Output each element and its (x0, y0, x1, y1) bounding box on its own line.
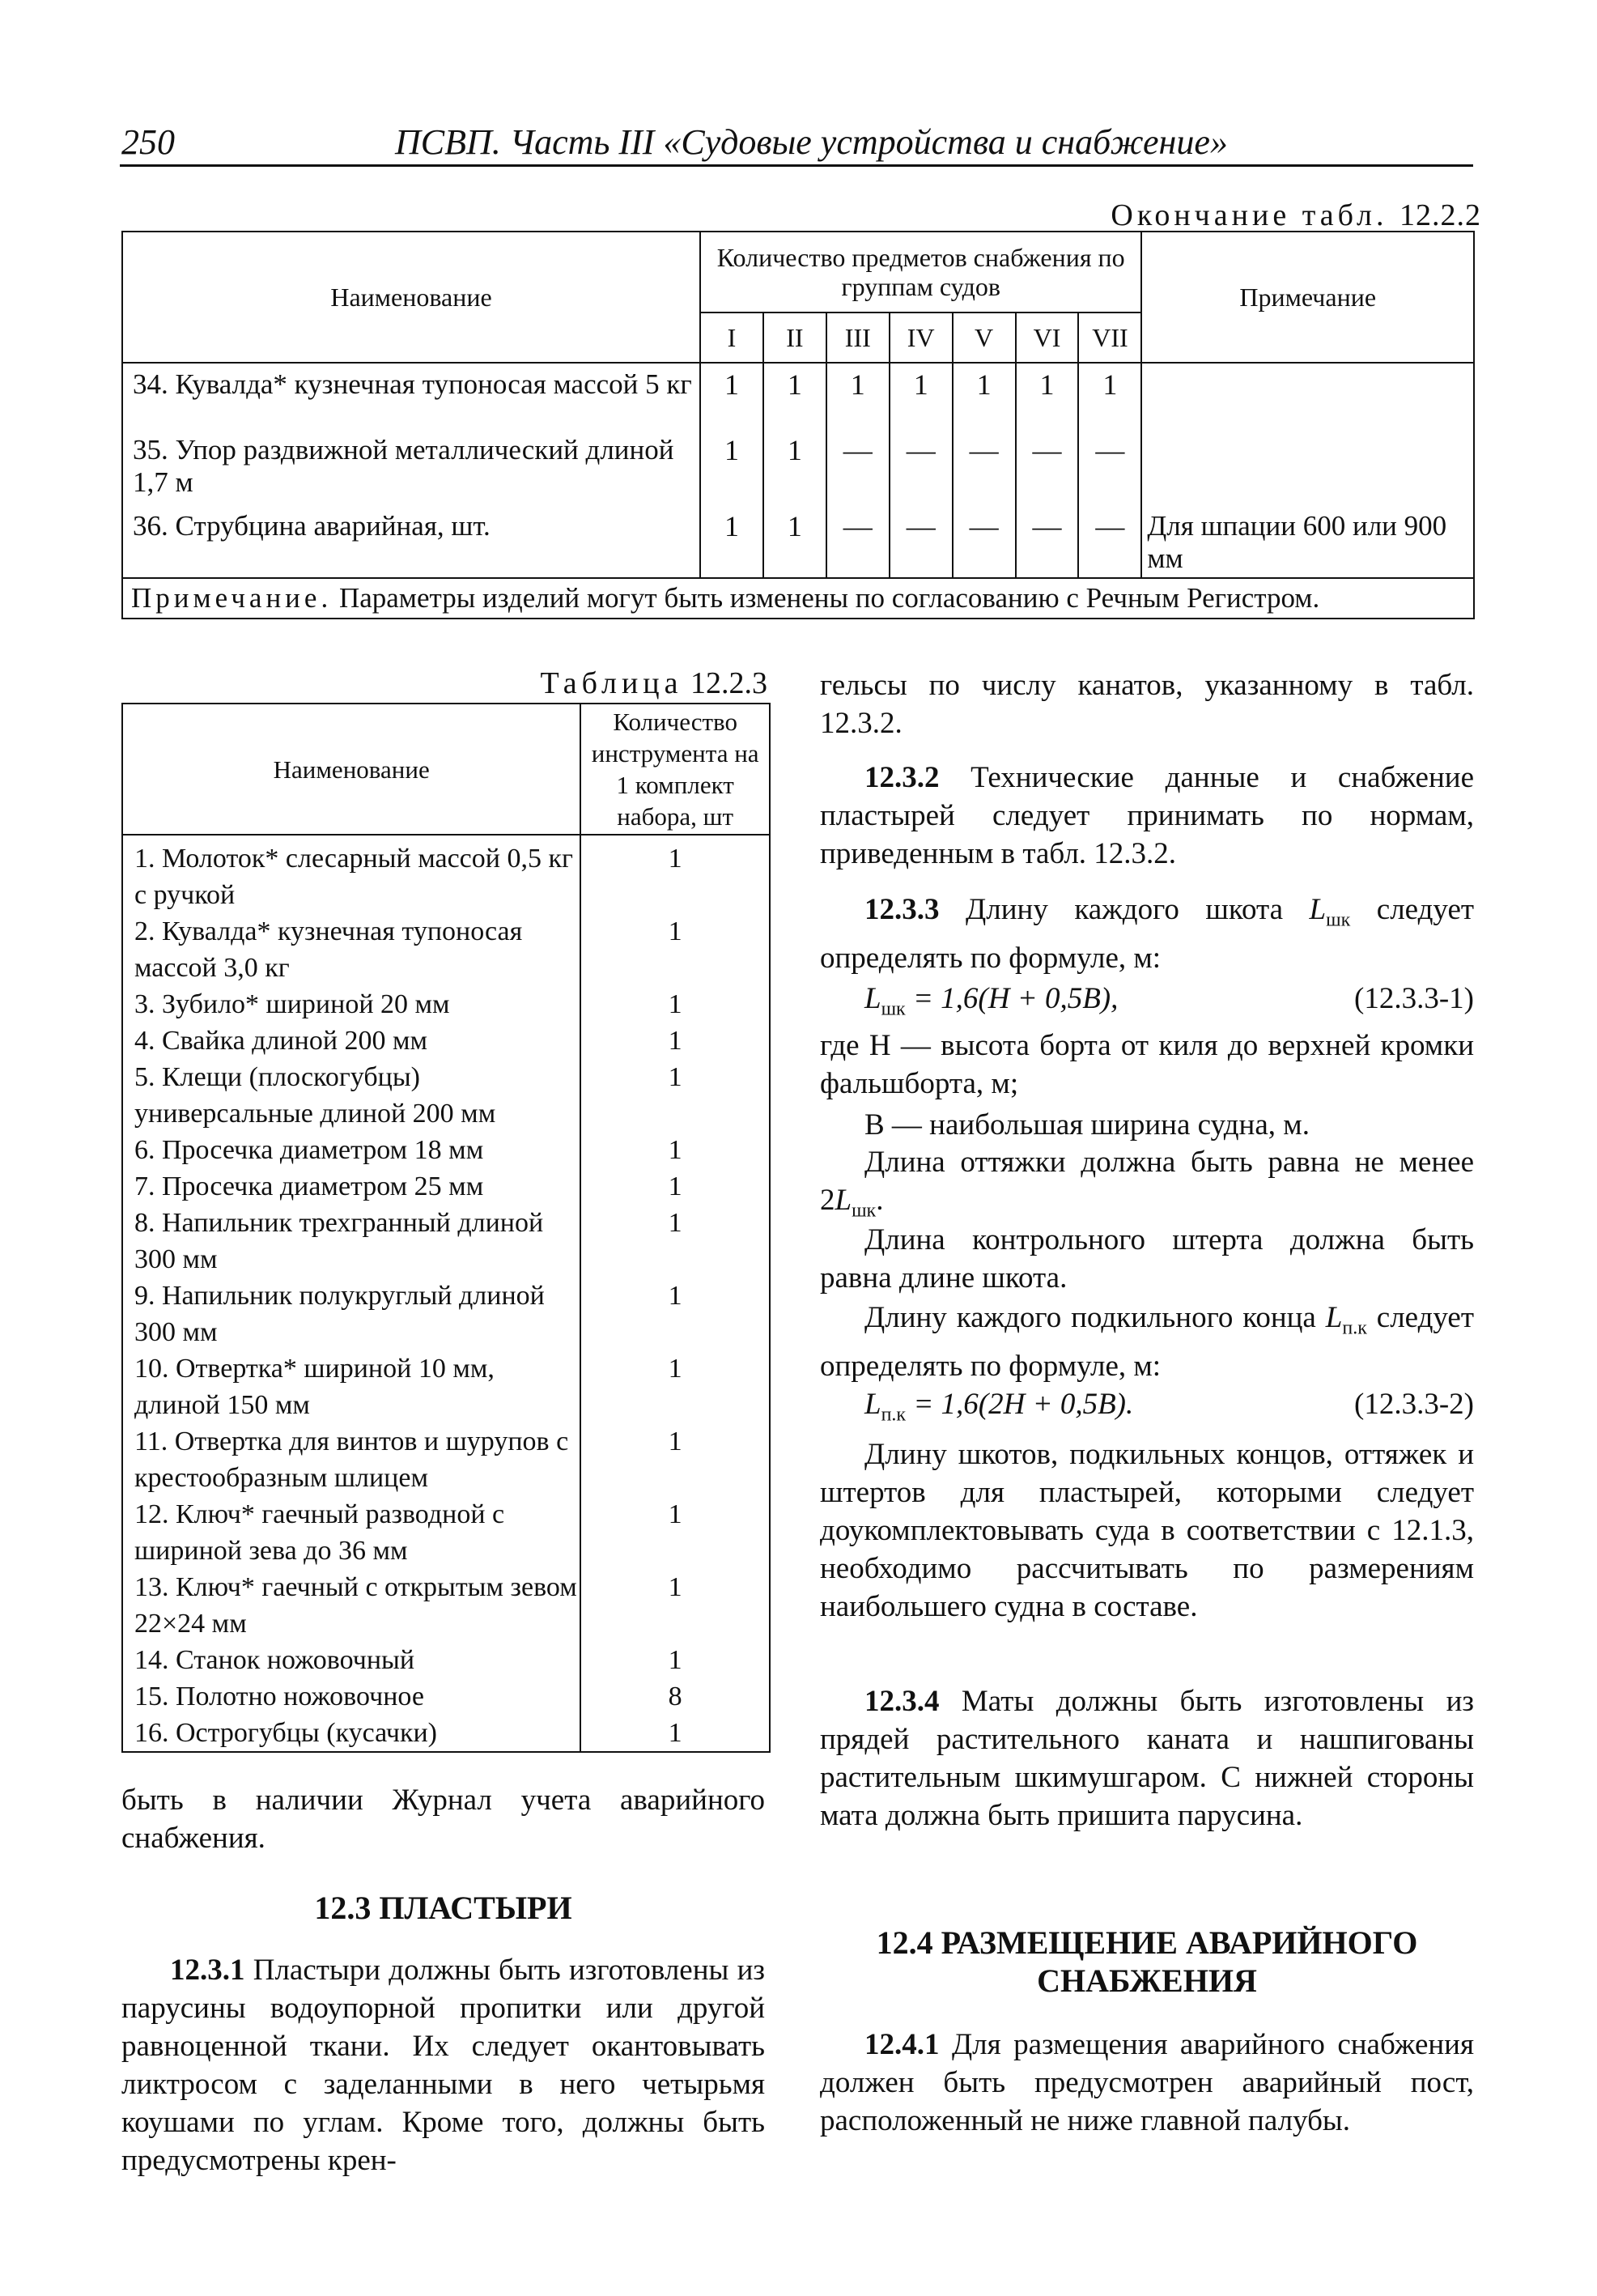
row-qty: 1 (580, 1205, 770, 1278)
table-label-prefix: Таблица (540, 666, 683, 700)
row-value: — (890, 434, 953, 510)
row-value: 1 (890, 363, 953, 434)
header-rule (120, 164, 1473, 167)
group-header: I (700, 313, 763, 363)
table-footnote (122, 578, 1474, 619)
symbol: L (1309, 893, 1327, 926)
paragraph-guy-length (820, 1143, 1474, 1230)
formula-number: (12.3.3-1) (1354, 982, 1474, 1015)
symbol-subscript: шк (852, 1200, 877, 1222)
formula-expression: = 1,6(H + 0,5B), (912, 982, 1119, 1015)
paragraph-text: следует определять по формуле, м: (820, 1301, 1475, 1384)
table-row (122, 1678, 770, 1715)
row-name: 13. Ключ* гаечный с открытым зевом 22×24 мм (122, 1569, 580, 1642)
row-name: 15. Полотно ножовочное (122, 1678, 580, 1715)
footnote-text: Параметры изделий могут быть изменены по согласованию с Речным Регистром. (338, 582, 1320, 614)
row-note: Для шпации 600 или 900 мм (1141, 510, 1474, 578)
table-row (122, 1278, 770, 1350)
formula-number: (12.3.3-2) (1354, 1388, 1474, 1421)
table-label (518, 665, 767, 701)
row-value: — (1078, 434, 1141, 510)
row-value: 1 (763, 510, 826, 578)
paragraph-text: Для размещения аварийного снабжения должен быть предусмотрен аварийный пост, расположенный не ниже главной палубы. (820, 2028, 1474, 2137)
row-value: — (826, 434, 890, 510)
group-header: III (826, 313, 890, 363)
paragraph-text: Длина оттяжки должна быть равна не менее 2 (820, 1146, 1474, 1217)
row-qty: 1 (580, 1569, 770, 1642)
paragraph-12-4-1 (820, 2026, 1474, 2140)
row-value: 1 (700, 363, 763, 434)
left-paragraph-continuation: быть в наличии Журнал учета аварийного снабжения. (121, 1784, 765, 1855)
row-value: — (826, 510, 890, 578)
paragraph-text: Технические данные и снабжение пластырей следует принимать по нормам, приведенным в табл. 12.3.2. (820, 761, 1474, 870)
table-row (122, 1168, 770, 1205)
row-name: 8. Напильник трехгранный длиной 300 мм (122, 1205, 580, 1278)
tools-table (121, 703, 771, 1753)
formula-subscript: шк (881, 998, 906, 1020)
row-note (1141, 363, 1474, 434)
row-name: 9. Напильник полукруглый длиной 300 мм (122, 1278, 580, 1350)
col-header-name: Наименование (122, 704, 580, 835)
table-label-number: 12.2.3 (690, 666, 767, 700)
formula-symbol: L (864, 1388, 881, 1421)
table-row (122, 434, 1474, 510)
table-row (122, 1023, 770, 1059)
row-name: 35. Упор раздвижной металлический длиной 1,7 м (122, 434, 700, 510)
where-b: B — наибольшая ширина судна, м. (864, 1108, 1310, 1142)
footnote-label: Примечание. (131, 582, 333, 614)
row-qty: 1 (580, 1715, 770, 1752)
table-row (122, 1496, 770, 1569)
continuation-number: 12.2.2 (1399, 198, 1481, 232)
running-header-title: ПСВП. Часть III «Судовые устройства и снабжение» (395, 122, 1228, 162)
equipment-table (121, 231, 1475, 619)
row-name: 10. Отвертка* шириной 10 мм, длиной 150 мм (122, 1350, 580, 1423)
row-value: 1 (700, 434, 763, 510)
paragraph-pin-length: Длина контрольного штерта должна быть равна длине шкота. (820, 1223, 1474, 1295)
row-qty: 1 (580, 986, 770, 1023)
paragraph-number: 12.3.2 (864, 761, 940, 794)
row-qty: 1 (580, 835, 770, 913)
paragraph-text: . (876, 1184, 884, 1217)
table-row (122, 510, 1474, 578)
table-row (122, 1350, 770, 1423)
paragraph-number: 12.3.1 (170, 1954, 245, 1987)
row-value: 1 (826, 363, 890, 434)
group-header: VI (1016, 313, 1079, 363)
row-value: — (1078, 510, 1141, 578)
paragraph-keel-length (820, 1299, 1474, 1385)
paragraph-text: Длину каждого подкильного конца (864, 1301, 1316, 1334)
paragraph-text: Пластыри должны быть изготовлены из парусины водоупорной пропитки или другой равноценной ткани. Их следует окантовывать ликтросом с заделанными в него четырьмя коушами по углам. Кроме того, должны быть предусмотрены крен- (121, 1954, 766, 2177)
group-header: IV (890, 313, 953, 363)
row-qty: 8 (580, 1678, 770, 1715)
paragraph-number: 12.3.3 (864, 893, 940, 926)
paragraph-text: Длину каждого шкота (966, 893, 1283, 926)
right-paragraph-continuation: гельсы по числу канатов, указанному в табл. 12.3.2. (820, 669, 1474, 740)
paragraph-text: следует определять по формуле, м: (820, 893, 1475, 976)
row-qty: 1 (580, 1059, 770, 1132)
table-row (122, 1423, 770, 1496)
row-value: 1 (1016, 363, 1079, 434)
group-header: V (953, 313, 1016, 363)
table-row (122, 835, 770, 913)
col-header-qty: Количество инструмента на 1 комплект набора, шт (580, 704, 770, 835)
row-name: 1. Молоток* слесарный массой 0,5 кг с ручкой (122, 835, 580, 913)
row-qty: 1 (580, 1423, 770, 1496)
row-name: 4. Свайка длиной 200 мм (122, 1023, 580, 1059)
row-qty: 1 (580, 1642, 770, 1678)
paragraph-12-3-3 (820, 891, 1474, 977)
paragraph-12-3-1 (121, 1951, 765, 2179)
table-row (122, 913, 770, 986)
row-value: 1 (700, 510, 763, 578)
table-row (122, 1642, 770, 1678)
row-qty: 1 (580, 913, 770, 986)
row-value: — (953, 434, 1016, 510)
row-name: 5. Клещи (плоскогубцы) универсальные длиной 200 мм (122, 1059, 580, 1132)
formula-subscript: п.к (881, 1404, 907, 1426)
row-note (1141, 434, 1474, 510)
row-qty: 1 (580, 1023, 770, 1059)
symbol: L (835, 1184, 852, 1217)
formula-expression: = 1,6(2H + 0,5B). (913, 1388, 1134, 1421)
paragraph-text: Маты должны быть изготовлены из прядей растительного каната и нашпигованы растительным шкимушгаром. С нижней стороны мата должна быть пришита парусина. (820, 1685, 1474, 1832)
table-continuation-label (1060, 198, 1481, 233)
row-name: 2. Кувалда* кузнечная тупоносая массой 3,0 кг (122, 913, 580, 986)
symbol-subscript: п.к (1342, 1317, 1367, 1339)
row-name: 12. Ключ* гаечный разводной с шириной зева до 36 мм (122, 1496, 580, 1569)
row-value: 1 (763, 434, 826, 510)
table-row (122, 1205, 770, 1278)
paragraph-lengths-calc: Длину шкотов, подкильных концов, оттяжек и штертов для пластырей, которыми следует доукомплектовывать суда в соответствии с 12.1.3, необходимо рассчитывать по размерениям наибольшего судна в составе. (820, 1438, 1474, 1623)
group-header: II (763, 313, 826, 363)
table-row (122, 1569, 770, 1642)
row-name: 16. Острогубцы (кусачки) (122, 1715, 580, 1752)
row-value: — (890, 510, 953, 578)
table-row (122, 1059, 770, 1132)
row-name: 14. Станок ножовочный (122, 1642, 580, 1678)
col-header-name: Наименование (122, 232, 700, 363)
page-number: 250 (121, 122, 175, 162)
row-qty: 1 (580, 1350, 770, 1423)
row-value: — (953, 510, 1016, 578)
continuation-prefix: Окончание табл. (1111, 198, 1388, 232)
row-value: — (1016, 510, 1079, 578)
table-row (122, 363, 1474, 434)
table-row (122, 986, 770, 1023)
row-name: 34. Кувалда* кузнечная тупоносая массой 5 кг (122, 363, 700, 434)
group-header: VII (1078, 313, 1141, 363)
row-name: 3. Зубило* шириной 20 мм (122, 986, 580, 1023)
formula-symbol: L (864, 982, 881, 1015)
table-row (122, 1715, 770, 1752)
row-qty: 1 (580, 1132, 770, 1168)
col-header-qty-group: Количество предметов снабжения по группам судов (700, 232, 1141, 313)
symbol-subscript: шк (1326, 909, 1351, 931)
where-h: где H — высота борта от киля до верхней кромки фальшборта, м; (820, 1029, 1474, 1100)
row-name: 36. Струбцина аварийная, шт. (122, 510, 700, 578)
row-name: 11. Отвертка для винтов и шурупов с крестообразным шлицем (122, 1423, 580, 1496)
symbol: L (1325, 1301, 1343, 1334)
row-name: 6. Просечка диаметром 18 мм (122, 1132, 580, 1168)
table-row (122, 1132, 770, 1168)
row-qty: 1 (580, 1496, 770, 1569)
paragraph-12-3-2 (820, 759, 1474, 873)
row-value: — (1016, 434, 1079, 510)
row-name: 7. Просечка диаметром 25 мм (122, 1168, 580, 1205)
row-value: 1 (953, 363, 1016, 434)
section-heading-12-3: 12.3 ПЛАСТЫРИ (314, 1890, 572, 1926)
row-value: 1 (763, 363, 826, 434)
row-qty: 1 (580, 1278, 770, 1350)
paragraph-number: 12.4.1 (864, 2028, 940, 2061)
formula-12-3-3-2 (820, 1385, 1474, 1434)
row-qty: 1 (580, 1168, 770, 1205)
paragraph-number: 12.3.4 (864, 1685, 940, 1718)
col-header-note: Примечание (1141, 232, 1474, 363)
row-value: 1 (1078, 363, 1141, 434)
section-heading-12-4: 12.4 РАЗМЕЩЕНИЕ АВАРИЙНОГО СНАБЖЕНИЯ (876, 1924, 1418, 1999)
formula-12-3-3-1 (820, 980, 1474, 1028)
paragraph-12-3-4 (820, 1682, 1474, 1835)
